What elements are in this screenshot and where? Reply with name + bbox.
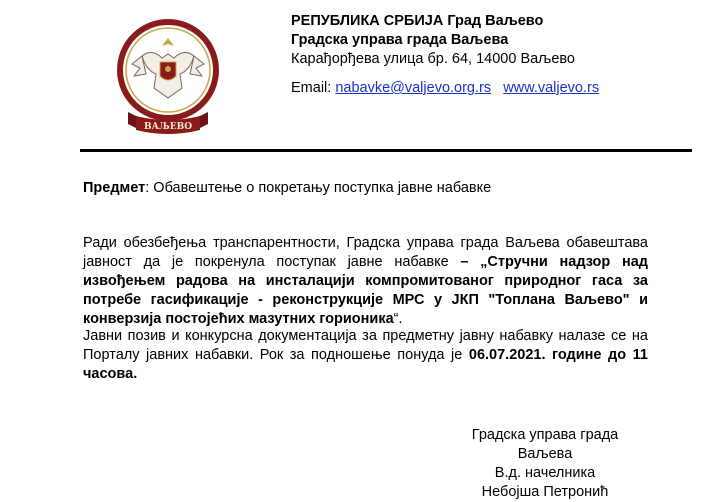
website-link[interactable]: www.valjevo.rs <box>503 80 600 96</box>
letterhead <box>291 12 575 69</box>
valjevo-coat-of-arms <box>112 18 224 138</box>
email-link[interactable]: nabavke@valjevo.org.rs <box>335 80 492 96</box>
paragraph-deadline <box>83 327 648 384</box>
contact-line <box>291 80 599 96</box>
paragraph-announcement <box>83 234 648 329</box>
signature-block <box>445 426 645 502</box>
email-label: Email: <box>291 80 332 96</box>
logo-banner-text: ВАЉЕВО <box>143 122 193 132</box>
signature-line1: Градска управа града Ваљева <box>471 427 619 462</box>
subject-line <box>83 180 491 196</box>
paragraph1-end: “. <box>393 311 403 327</box>
letterhead-address: Карађорђева улица бр. 64, 14000 Ваљево <box>291 51 575 67</box>
letterhead-line1: РЕПУБЛИКА СРБИЈА Град Ваљево <box>291 13 544 29</box>
header-divider <box>80 149 692 152</box>
letterhead-line2: Градска управа града Ваљева <box>291 32 509 48</box>
paragraph2-intro: Јавни позив и конкурсна документација за предметну јавну набавку налазе се на Порталу јавних набавки. Рок за подношење понуда је <box>83 328 648 363</box>
subject-label: Предмет <box>83 180 146 196</box>
subject-text: : Обавештење о покретању поступка јавне набавке <box>145 180 492 196</box>
paragraph2-deadline: 06.07.2021. године до 11 часова. <box>83 347 649 382</box>
paragraph1-intro: Ради обезбеђења транспарентности, Градска управа града Ваљева обавештава јавност да је покренула поступак јавне набавке <box>83 235 648 270</box>
paragraph1-procurement-title: – „Стручни надзор над извођењем радова на инсталацији компромитованог природног гаса за потребе гасификације - реконструкције МРС у ЈКП "Топлана Ваљево" и конверзија постојећих мазутних горионика <box>83 254 648 327</box>
signature-line3: Небојша Петронић <box>481 484 609 500</box>
signature-line2: В.д. начелника <box>494 465 596 481</box>
